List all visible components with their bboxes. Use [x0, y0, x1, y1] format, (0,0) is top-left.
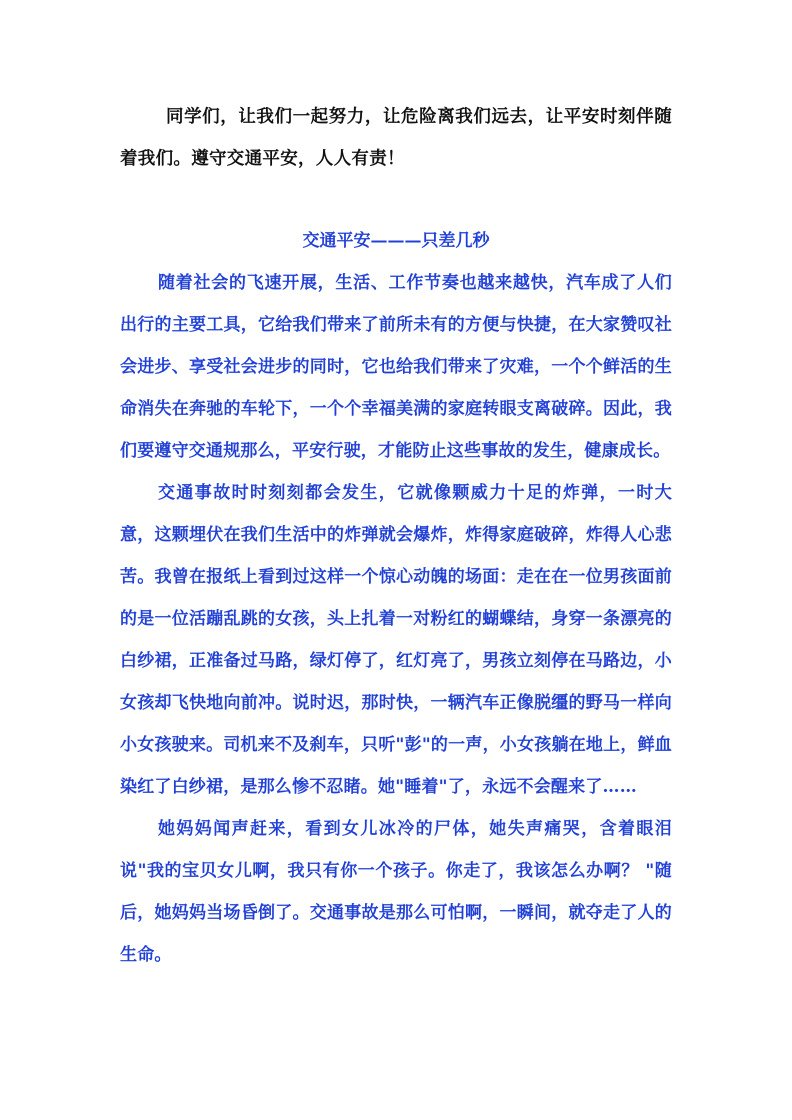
article-paragraph-2: 交通事故时时刻刻都会发生，它就像颗威力十足的炸弹，一时大意，这颗埋伏在我们生活中的炸弹就会爆炸，炸得家庭破碎，炸得人心悲苦。我曾在报纸上看到过这样一个惊心动魄的场面：走在在一位男孩面前的是一位活蹦乱跳的女孩，头上扎着一对粉红的蝴蝶结，身穿一条漂亮的白纱裙，正准备过马路，绿灯停了，红灯亮了，男孩立刻停在马路边，小女孩却飞快地向前冲。说时迟，那时快，一辆汽车正像脱缰的野马一样向小女孩驶来。司机来不及刹车，只听"彭"的一声，小女孩躺在地上，鲜血染红了白纱裙，是那么惨不忍睹。她"睡着"了，永远不会醒来了……	[120, 483, 672, 797]
article-paragraph-1: 随着社会的飞速开展，生活、工作节奏也越来越快，汽车成了人们出行的主要工具，它给我们带来了前所未有的方便与快捷，在大家赞叹社会进步、享受社会进步的同时，它也给我们带来了灾难，一个个鲜活的生命消失在奔驰的车轮下，一个个幸福美满的家庭转眼支离破碎。因此，我们要遵守交通规那么，平安行驶，才能防止这些事故的发生，健康成长。	[120, 273, 672, 461]
article-title: 交通平安———只差几秒	[302, 231, 490, 251]
intro-paragraph: 同学们，让我们一起努力，让危险离我们远去，让平安时刻伴随着我们。遵守交通平安，人人有责！	[120, 107, 672, 169]
article-paragraph-3: 她妈妈闻声赶来，看到女儿冰冷的尸体，她失声痛哭，含着眼泪说"我的宝贝女儿啊，我只有你一个孩子。你走了，我该怎么办啊？ "随后，她妈妈当场昏倒了。交通事故是那么可怕啊，一瞬间，就夺走了人的生命。	[120, 819, 672, 965]
article-body	[120, 262, 672, 976]
